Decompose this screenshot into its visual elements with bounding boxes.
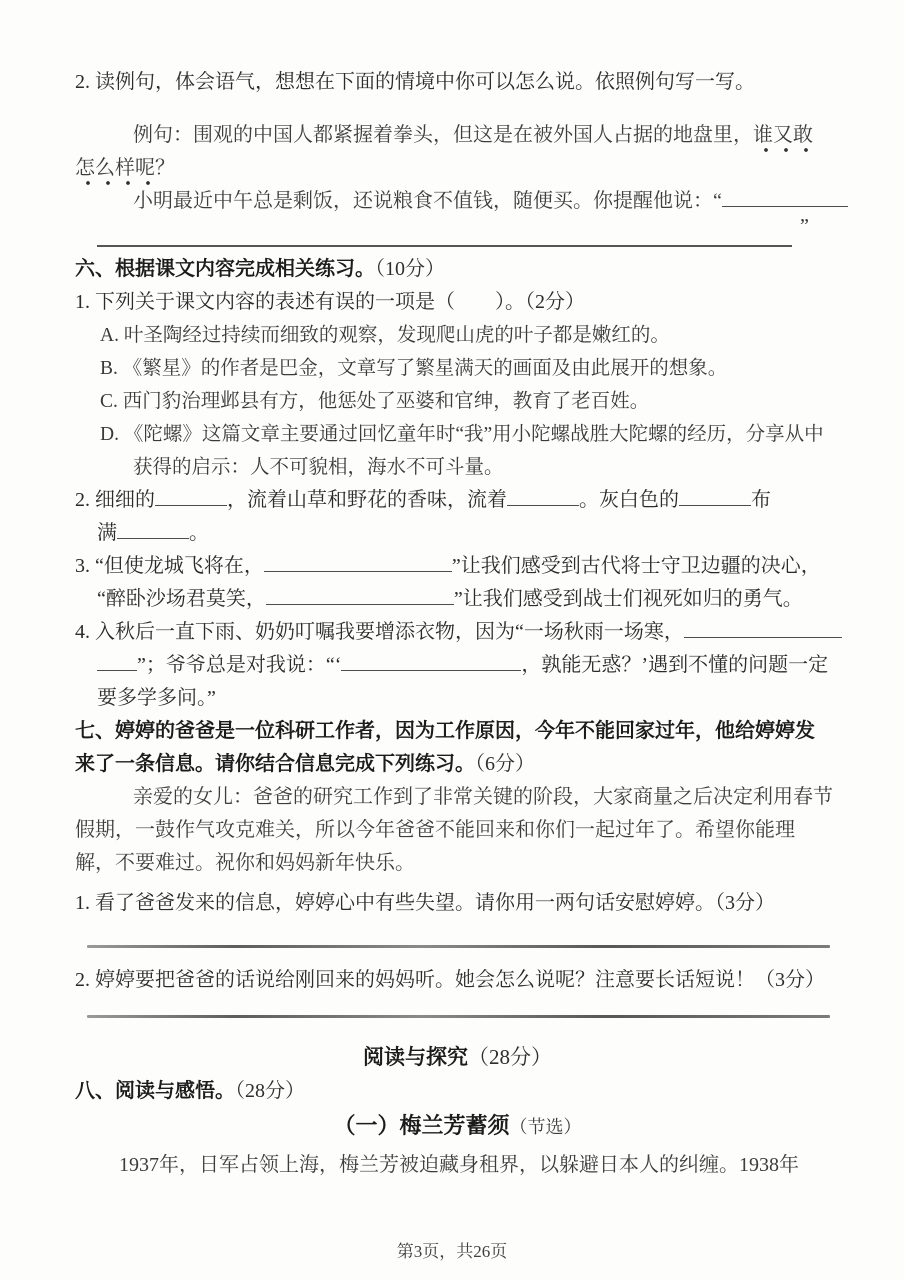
- section-8-heading: [75, 1075, 840, 1108]
- q2-text: 布: [751, 489, 771, 511]
- letter-text: 假期，一鼓作气攻克难关，所以今年爸爸不能回来和你们一起过年了。希望你能理: [75, 819, 795, 841]
- q2-text: ，流着山草和野花的香味，流着: [227, 489, 507, 511]
- q2-text: 2. 婷婷要把爸爸的话说给刚回来的妈妈听。她会怎么说呢？注意要长话短说！: [75, 969, 755, 991]
- emphasized-text: 怎么样呢: [75, 157, 155, 186]
- passage-text: 1937年，日军占领上海，梅兰芳被迫藏身租界，以躲避日本人的纠缠。1938年: [119, 1154, 799, 1176]
- q2-text: 2. 细细的: [75, 489, 155, 511]
- option-d: [100, 418, 840, 484]
- answer-blank: [97, 229, 792, 247]
- answer-line: [87, 945, 830, 948]
- example-sentence-line-2: [75, 152, 840, 185]
- emphasized-text: 谁又敢: [753, 124, 813, 153]
- page-footer: [0, 1237, 904, 1262]
- q4-text: 要多学多问。”: [97, 687, 216, 709]
- passage-first-line: [75, 1149, 840, 1182]
- father-letter-line-1: [75, 781, 840, 814]
- question-2-tone-exercise: [75, 66, 840, 247]
- answer-line: [87, 1015, 830, 1018]
- section-6-q2-line-2: [75, 517, 840, 550]
- section-6-q4-line-1: [75, 616, 840, 649]
- section-6-q1-stem: [75, 286, 840, 319]
- answer-blank: [507, 487, 579, 506]
- q4-text: ，孰能无惑？’遇到不懂的问题一定: [521, 654, 829, 676]
- passage-title: （一）梅兰芳蓄须: [333, 1113, 510, 1138]
- q1-score: （3分）: [715, 892, 775, 914]
- section-7-score: （6分）: [475, 753, 535, 775]
- reading-banner-score: （28分）: [468, 1045, 552, 1069]
- option-c-text: C. 西门豹治理邺县有方，他惩处了巫婆和官绅，教育了老百姓。: [100, 391, 650, 412]
- section-7-q1: [75, 887, 840, 920]
- section-7-title-text: 来了一条信息。请你结合信息完成下列练习。: [75, 753, 475, 775]
- q2-score: （3分）: [755, 969, 825, 991]
- section-7-title-text: 七、婷婷的爸爸是一位科研工作者，因为工作原因，今年不能回家过年，他给婷婷发: [75, 720, 815, 742]
- answer-blank: [155, 487, 227, 506]
- section-7-message-exercise: [75, 715, 840, 1018]
- example-sentence-text: 例句：围观的中国人都紧握着拳头，但这是在被外国人占据的地盘里，: [133, 124, 753, 146]
- section-7-heading-line-1: [75, 715, 840, 748]
- answer-blank: [264, 553, 452, 572]
- option-d-text: D. 《陀螺》这篇文章主要通过回忆童年时“我”用小陀螺战胜大陀螺的经历，分享从中获得的启示：人不可貌相，海水不可斗量。: [100, 424, 824, 478]
- section-6-q4-line-3: [75, 682, 840, 715]
- section-6-q4-line-2: [75, 649, 840, 682]
- section-8-score: （28分）: [235, 1080, 305, 1102]
- father-letter-line-3: [75, 847, 840, 880]
- passage-title-line: [75, 1108, 840, 1145]
- reading-part-banner: [75, 1040, 840, 1075]
- section-6-text-comprehension: [75, 253, 840, 715]
- letter-text: 解，不要难过。祝你和妈妈新年快乐。: [75, 852, 415, 874]
- q1-text: 1. 看了爸爸发来的信息，婷婷心中有些失望。请你用一两句话安慰婷婷。: [75, 892, 715, 914]
- q3-text: ”让我们感受到战士们视死如归的勇气。: [453, 588, 803, 610]
- answer-blank: [341, 652, 521, 671]
- answer-blank: [679, 487, 751, 506]
- section-7-heading-line-2: [75, 748, 840, 781]
- reading-banner-title: 阅读与探究: [363, 1046, 468, 1069]
- question-2-prompt-text: 2. 读例句，体会语气，想想在下面的情境中你可以怎么说。依照例句写一写。: [75, 71, 755, 93]
- section-6-q2-line-1: [75, 484, 840, 517]
- answer-line-with-quote: [75, 215, 840, 247]
- q3-text: “醉卧沙场君莫笑，: [97, 588, 266, 610]
- q1-score: （2分）: [525, 291, 585, 313]
- q3-text: 3. “但使龙城飞将在，: [75, 555, 264, 577]
- answer-blank: [266, 586, 454, 605]
- answer-blank: [722, 188, 848, 207]
- option-b: [100, 352, 840, 385]
- section-7-q2: [75, 964, 840, 997]
- closing-quote-mark: ”: [800, 215, 809, 237]
- father-letter-line-2: [75, 814, 840, 847]
- section-6-q3-line-2: [75, 583, 840, 616]
- section-8-title: 八、阅读与感悟。: [75, 1080, 235, 1102]
- q4-text: ”；爷爷总是对我说：“‘: [137, 654, 342, 676]
- passage-excerpt-note: （节选）: [509, 1117, 582, 1137]
- section-6-q3-line-1: [75, 550, 840, 583]
- scenario-text: 小明最近中午总是剩饭，还说粮食不值钱，随便买。你提醒他说：“: [133, 190, 722, 212]
- section-6-title: 六、根据课文内容完成相关练习。: [75, 258, 375, 280]
- option-b-text: B. 《繁星》的作者是巴金，文章写了繁星满天的画面及由此展开的想象。: [100, 358, 728, 379]
- q4-text: 4. 入秋后一直下雨、奶奶叮嘱我要增添衣物，因为“一场秋雨一场寒，: [75, 621, 684, 643]
- option-a-text: A. 叶圣陶经过持续而细致的观察，发现爬山虎的叶子都是嫩红的。: [100, 325, 670, 346]
- q1-stem-text: 1. 下列关于课文内容的表述有误的一项是（ ）。: [75, 291, 525, 313]
- question-2-prompt: [75, 66, 840, 99]
- answer-blank: [97, 652, 137, 671]
- section-6-score: （10分）: [375, 258, 445, 280]
- reading-section: [75, 1040, 840, 1182]
- q2-text: 满: [97, 522, 117, 544]
- letter-text: 亲爱的女儿：爸爸的研究工作到了非常关键的阶段，大家商量之后决定利用春节: [133, 786, 833, 808]
- answer-blank: [684, 619, 842, 638]
- example-sentence-line-1: [75, 119, 840, 152]
- q2-text: 。灰白色的: [579, 489, 679, 511]
- q3-text: ”让我们感受到古代将士守卫边疆的决心，: [451, 555, 821, 577]
- section-6-heading: [75, 253, 840, 286]
- scenario-line: [75, 185, 840, 218]
- option-a: [100, 319, 840, 352]
- answer-blank: [117, 520, 189, 539]
- page-number-label: 第3页，共26页: [396, 1242, 508, 1261]
- q2-text: 。: [189, 522, 209, 544]
- example-question-mark: ？: [155, 157, 175, 179]
- option-c: [100, 385, 840, 418]
